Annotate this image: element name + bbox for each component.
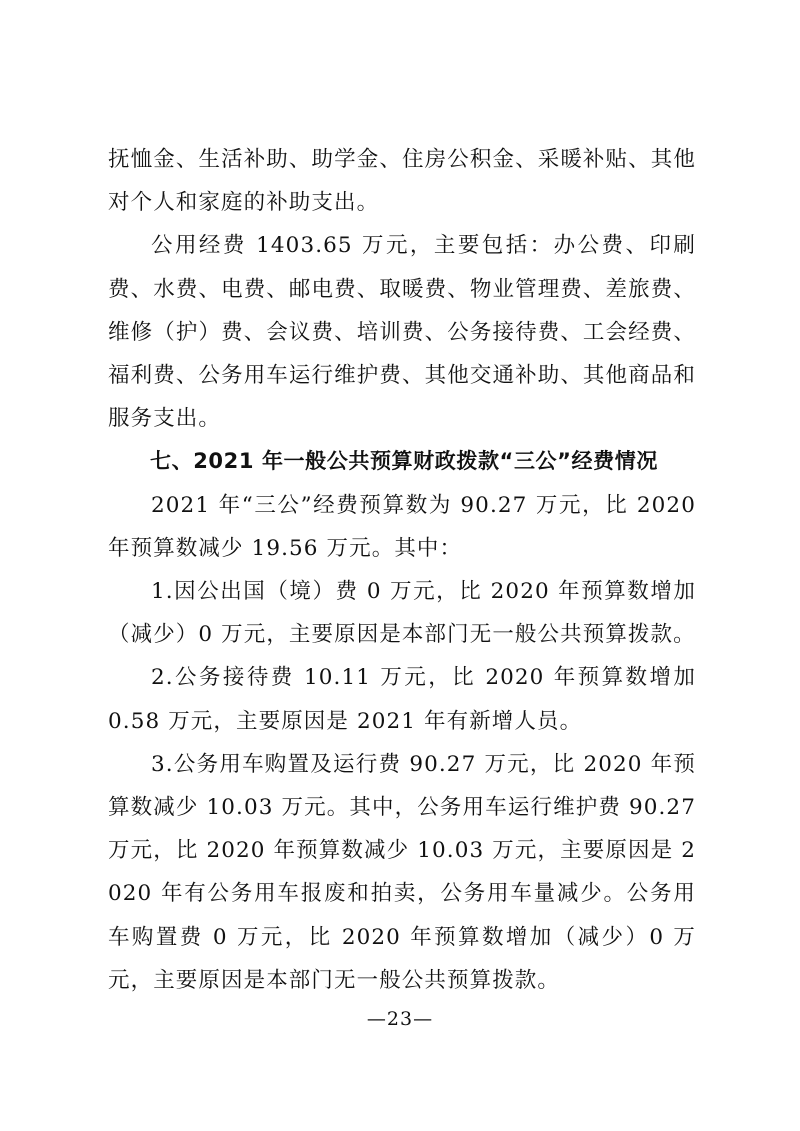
section-heading-three-public-expenses: 七、2021 年一般公共预算财政拨款“三公”经费情况 [150,449,658,474]
paragraph-official-vehicles: 3.公务用车购置及运行费 90.27 万元，比 2020 年预算数减少 10.03 万元。其中，公务用车运行维护费 90.27 万元，比 2020 年预算数减少 10.03 万元，主要原因是 2020 年有公务用车报废和拍卖，公务用车量减少。公务用车购置费 0 万元，比 2020 年预算数增加（减少）0 万元，主要原因是本部门无一般公共预算拨款。 [108,751,696,993]
paragraph-official-reception: 2.公务接待费 10.11 万元，比 2020 年预算数增加 0.58 万元，主要原因是 2021 年有新增人员。 [108,665,696,734]
paragraph-subsidy-continuation: 抚恤金、生活补助、助学金、住房公积金、采暖补贴、其他对个人和家庭的补助支出。 [108,147,696,216]
paragraph-three-public-summary: 2021 年“三公”经费预算数为 90.27 万元，比 2020 年预算数减少 19.56 万元。其中： [108,492,696,561]
paragraph-overseas-travel: 1.因公出国（境）费 0 万元，比 2020 年预算数增加（减少）0 万元，主要原因是本部门无一般公共预算拨款。 [108,579,696,648]
paragraph-public-expenses: 公用经费 1403.65 万元，主要包括：办公费、印刷费、水费、电费、邮电费、取暖费、物业管理费、差旅费、维修（护）费、会议费、培训费、公务接待费、工会经费、福利费、公务用车运行维护费、其他交通补助、其他商品和服务支出。 [108,233,696,432]
document-body [108,138,696,1002]
page-number: —23— [366,1008,434,1030]
